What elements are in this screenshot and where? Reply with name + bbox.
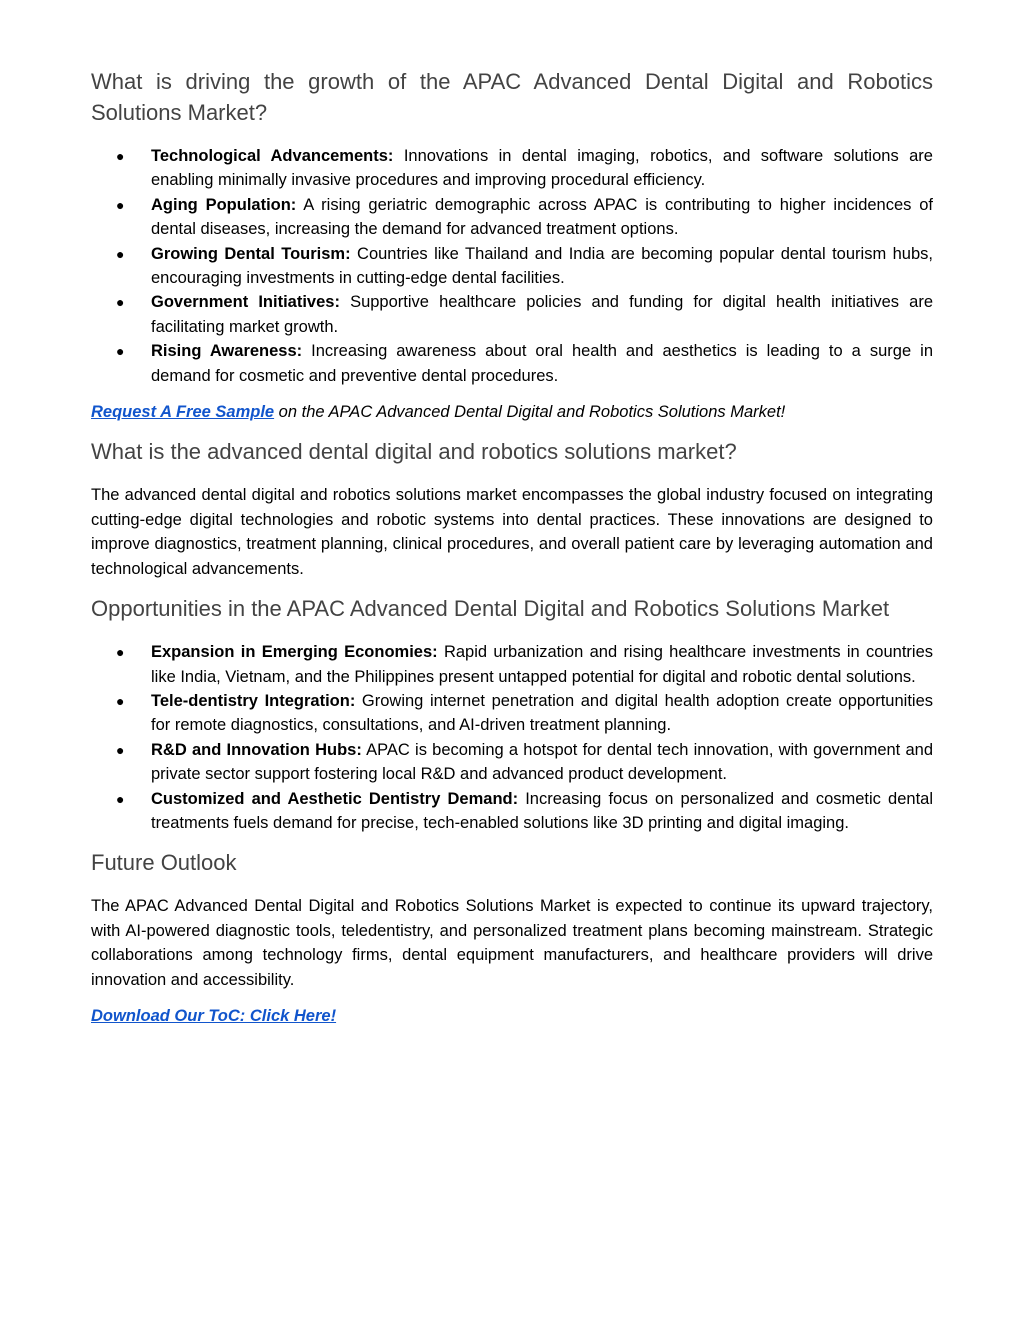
item-text: APAC is becoming a hotspot for dental tech innovation, with government and private sector support fostering local R&D and advanced product development. xyxy=(151,740,933,784)
list-item xyxy=(91,242,933,291)
request-sample-link[interactable]: Request A Free Sample xyxy=(91,403,275,422)
item-label: Rising Awareness: xyxy=(151,342,303,361)
list-item xyxy=(91,640,933,689)
bullet-icon: ● xyxy=(116,294,125,311)
item-label: Aging Population: xyxy=(151,195,297,214)
item-label: Growing Dental Tourism: xyxy=(151,244,351,263)
item-text: Countries like Thailand and India are becoming popular dental tourism hubs, encouraging investments in cutting-edge dental facilities. xyxy=(151,244,933,288)
bullet-icon: ● xyxy=(116,196,125,213)
request-sample-line xyxy=(91,400,933,424)
bullet-icon: ● xyxy=(116,741,125,758)
bullet-icon: ● xyxy=(116,790,125,807)
list-item xyxy=(91,738,933,787)
item-label: Customized and Aesthetic Dentistry Demand: xyxy=(151,789,519,808)
item-label: Technological Advancements: xyxy=(151,147,394,165)
bullet-icon: ● xyxy=(116,245,125,262)
item-text: Growing internet penetration and digital health adoption create opportunities for remote diagnostics, consultations, and AI-driven treatment planning. xyxy=(151,691,933,735)
toc-line xyxy=(91,1004,933,1028)
item-text: Innovations in dental imaging, robotics, and software solutions are enabling minimally invasive procedures and improving procedural efficiency. xyxy=(151,147,933,190)
item-text: Supportive healthcare policies and funding for digital health initiatives are facilitating market growth. xyxy=(151,293,933,336)
item-label: Government Initiatives: xyxy=(151,293,340,312)
list-item xyxy=(91,144,933,193)
future-outlook-paragraph: The APAC Advanced Dental Digital and Robotics Solutions Market is expected to continue its upward trajectory, with AI-powered diagnostic tools, teledentistry, and personalized treatment plans becoming mainstream. Strategic collaborations among technology firms, dental equipment manufacturers, and healthcare providers will drive innovation and accessibility. xyxy=(91,897,933,989)
heading-future-outlook: Future Outlook xyxy=(91,850,237,876)
item-text: Increasing awareness about oral health and aesthetics is leading to a surge in demand for cosmetic and preventive dental procedures. xyxy=(151,342,933,385)
bullet-icon: ● xyxy=(116,343,125,360)
bullet-icon: ● xyxy=(116,692,125,709)
bullet-icon: ● xyxy=(116,644,125,661)
heading-opportunities: Opportunities in the APAC Advanced Dental Digital and Robotics Solutions Market xyxy=(91,596,890,622)
heading-growth-drivers: What is driving the growth of the APAC Advanced Dental Digital and Robotics Solutions Market? xyxy=(91,69,933,125)
item-text: Rapid urbanization and rising healthcare investments in countries like India, Vietnam, and the Philippines present untapped potential for digital and robotic dental solutions. xyxy=(151,643,933,686)
item-label: R&D and Innovation Hubs: xyxy=(151,740,362,759)
download-toc-link[interactable]: Download Our ToC: Click Here! xyxy=(91,1006,337,1025)
opportunities-list xyxy=(91,640,933,835)
list-item xyxy=(91,290,933,339)
item-label: Tele-dentistry Integration: xyxy=(151,691,356,710)
bullet-icon: ● xyxy=(116,148,125,164)
heading-market-definition: What is the advanced dental digital and robotics solutions market? xyxy=(91,439,737,465)
item-text: Increasing focus on personalized and cosmetic dental treatments fuels demand for precise, tech-enabled solutions like 3D printing and digital imaging. xyxy=(151,789,933,832)
request-sample-rest: on the APAC Advanced Dental Digital and Robotics Solutions Market! xyxy=(274,403,786,422)
item-label: Expansion in Emerging Economies: xyxy=(151,643,438,662)
list-item xyxy=(91,787,933,836)
growth-drivers-list xyxy=(91,144,933,388)
market-definition-paragraph: The advanced dental digital and robotics solutions market encompasses the global industry focused on integrating cutting-edge digital technologies and robotic systems into dental practices. These innovations are designed to improve diagnostics, treatment planning, clinical procedures, and overall patient care by leveraging automation and technological advancements. xyxy=(91,486,933,578)
list-item xyxy=(91,689,933,738)
list-item xyxy=(91,339,933,388)
list-item xyxy=(91,193,933,242)
item-text: A rising geriatric demographic across APAC is contributing to higher incidences of dental diseases, increasing the demand for advanced treatment options. xyxy=(151,195,933,239)
